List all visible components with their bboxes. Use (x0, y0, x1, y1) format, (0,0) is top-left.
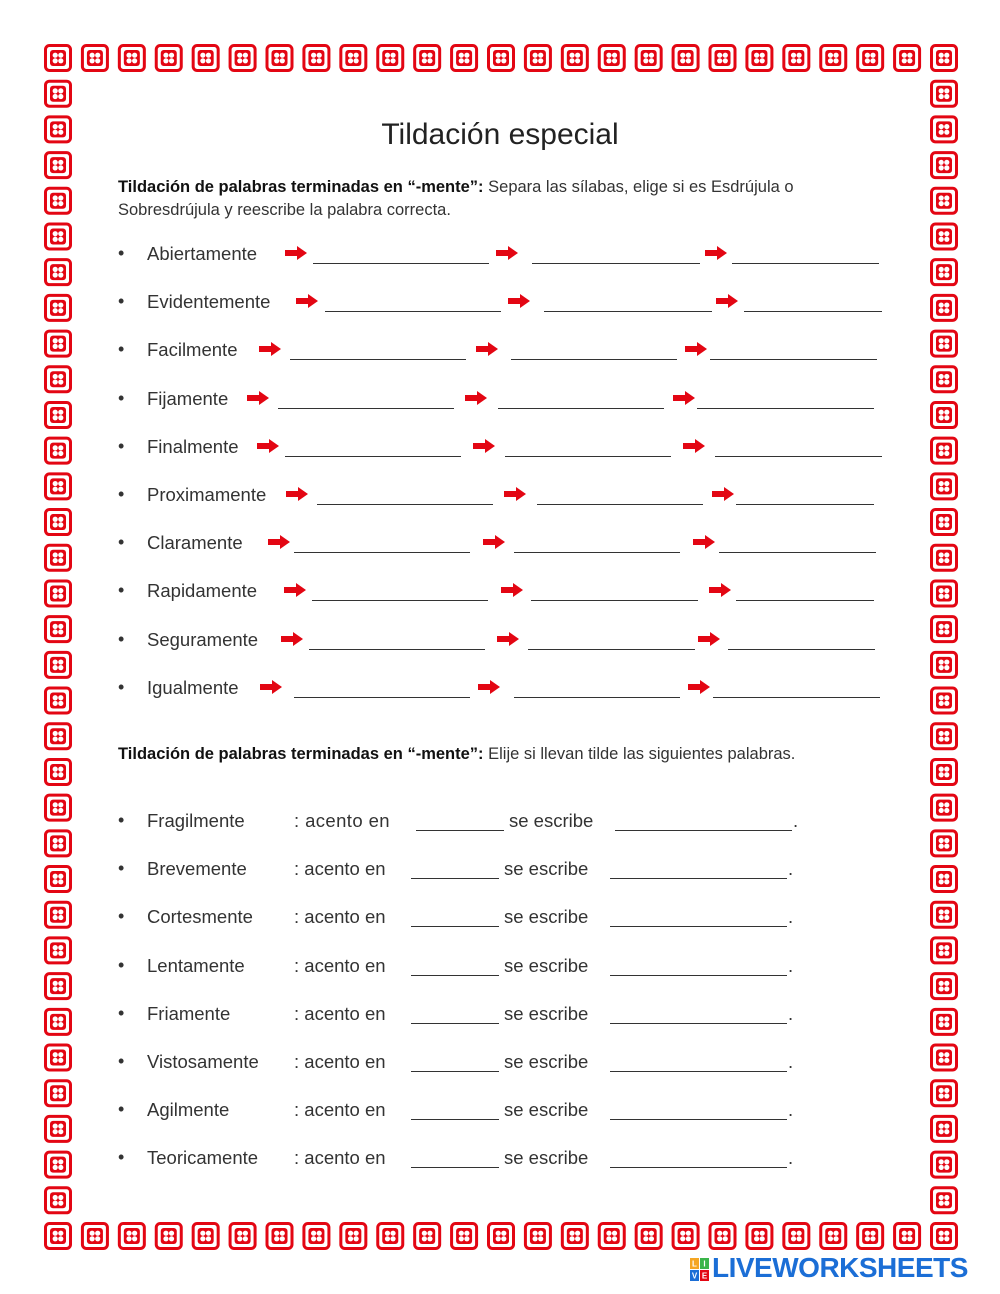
accent-answer-field[interactable] (411, 975, 499, 976)
acento-label: : acento en (294, 1002, 386, 1024)
right-arrow-icon (716, 294, 738, 308)
right-arrow-icon (260, 680, 282, 694)
corrected-word-answer-field[interactable] (736, 504, 874, 505)
right-arrow-icon (504, 487, 526, 501)
right-arrow-icon (247, 391, 269, 405)
accent-answer-field[interactable] (416, 830, 504, 831)
acento-label: : acento en (294, 1051, 386, 1072)
bullet-icon: • (118, 435, 125, 456)
list-item (118, 484, 898, 514)
period-mark: . (788, 1051, 794, 1072)
liveworksheets-logo (690, 1252, 990, 1286)
section1-instruction: Separa las sílabas, elige si es Esdrújula o Sobresdrújula y reescribe la palabra correcta. (118, 178, 794, 219)
right-arrow-icon (693, 535, 715, 549)
word-label: Evidentemente (147, 291, 271, 313)
right-arrow-icon (465, 391, 487, 405)
escribe-label: se escribe (504, 1147, 589, 1169)
accent-answer-field[interactable] (411, 1167, 499, 1168)
right-arrow-icon (281, 632, 303, 646)
corrected-word-answer-field[interactable] (728, 649, 875, 650)
accent-type-answer-field[interactable] (511, 359, 677, 360)
word-label: Facilmente (147, 339, 238, 361)
right-arrow-icon (698, 632, 720, 646)
bullet-icon: • (118, 580, 125, 601)
word-label: Brevemente (147, 858, 247, 880)
bullet-icon: • (118, 1002, 125, 1023)
right-arrow-icon (284, 583, 306, 597)
syllables-answer-field[interactable] (285, 456, 461, 457)
corrected-word-answer-field[interactable] (732, 263, 879, 264)
list-item (118, 1147, 898, 1177)
word-label: Agilmente (147, 1099, 230, 1121)
period-mark: . (793, 810, 799, 831)
word-label: Cortesmente (147, 906, 253, 928)
syllables-answer-field[interactable] (325, 311, 501, 312)
written-word-answer-field[interactable] (615, 830, 792, 831)
right-arrow-icon (476, 342, 498, 356)
word-label: Abiertamente (147, 243, 258, 264)
accent-answer-field[interactable] (411, 1119, 499, 1120)
list-item (118, 436, 898, 466)
svg-text:L: L (692, 1259, 697, 1269)
list-item (118, 858, 898, 888)
list-item (118, 291, 898, 321)
bullet-icon: • (118, 387, 125, 408)
accent-type-answer-field[interactable] (498, 408, 664, 409)
accent-type-answer-field[interactable] (532, 263, 700, 264)
right-arrow-icon (683, 439, 705, 453)
escribe-label: se escribe (504, 1099, 589, 1121)
accent-type-answer-field[interactable] (528, 649, 695, 650)
acento-label: : acento en (294, 906, 386, 928)
right-arrow-icon (508, 294, 530, 308)
accent-type-answer-field[interactable] (505, 456, 671, 457)
right-arrow-icon (268, 535, 290, 549)
written-word-answer-field[interactable] (610, 1167, 787, 1168)
escribe-label: se escribe (504, 906, 589, 928)
word-label: Igualmente (147, 676, 239, 698)
right-arrow-icon (709, 583, 731, 597)
written-word-answer-field[interactable] (610, 1071, 787, 1072)
bullet-icon: • (118, 1051, 125, 1071)
escribe-label: se escribe (509, 810, 594, 831)
period-mark: . (788, 954, 794, 976)
written-word-answer-field[interactable] (610, 1023, 787, 1024)
right-arrow-icon (673, 391, 695, 405)
svg-text:V: V (691, 1271, 698, 1281)
syllables-answer-field[interactable] (309, 649, 485, 650)
right-arrow-icon (259, 342, 281, 356)
word-label: Vistosamente (147, 1051, 259, 1072)
written-word-answer-field[interactable] (610, 1119, 787, 1120)
acento-label: : acento en (294, 1099, 386, 1121)
period-mark: . (788, 906, 794, 928)
liveworksheets-logo-text: LIVEWORKSHEETS (712, 1252, 968, 1283)
acento-label: : acento en (294, 1147, 386, 1169)
right-arrow-icon (473, 439, 495, 453)
right-arrow-icon (286, 487, 308, 501)
acento-label: : acento en (294, 810, 390, 831)
period-mark: . (788, 858, 794, 880)
accent-type-answer-field[interactable] (544, 311, 712, 312)
acento-label: : acento en (294, 858, 386, 880)
word-label: Seguramente (147, 628, 259, 650)
list-item (118, 243, 898, 273)
svg-text:E: E (701, 1271, 708, 1281)
bullet-icon: • (118, 954, 125, 975)
period-mark: . (788, 1002, 794, 1024)
bullet-icon: • (118, 484, 125, 504)
word-label: Claramente (147, 532, 243, 554)
liveworksheets-logo-icon (690, 1258, 710, 1282)
right-arrow-icon (712, 487, 734, 501)
right-arrow-icon (496, 246, 518, 260)
list-item (118, 955, 898, 985)
page-title: Tildación especial (381, 118, 619, 151)
syllables-answer-field[interactable] (317, 504, 493, 505)
syllables-answer-field[interactable] (312, 600, 488, 601)
corrected-word-answer-field[interactable] (710, 359, 877, 360)
right-arrow-icon (497, 632, 519, 646)
escribe-label: se escribe (504, 1051, 589, 1072)
corrected-word-answer-field[interactable] (736, 600, 874, 601)
bullet-icon: • (118, 243, 125, 263)
list-item (118, 388, 898, 418)
right-arrow-icon (705, 246, 727, 260)
right-arrow-icon (257, 439, 279, 453)
accent-answer-field[interactable] (411, 1071, 499, 1072)
bullet-icon: • (118, 1099, 125, 1120)
bullet-icon: • (118, 810, 125, 830)
corrected-word-answer-field[interactable] (719, 552, 876, 553)
written-word-answer-field[interactable] (610, 975, 787, 976)
escribe-label: se escribe (504, 1002, 589, 1024)
section2-instruction: Elije si llevan tilde las siguientes palabras. (483, 745, 796, 763)
word-label: Proximamente (147, 484, 267, 505)
right-arrow-icon (285, 246, 307, 260)
list-item (118, 1099, 898, 1129)
section1-intro (118, 176, 888, 222)
bullet-icon: • (118, 1147, 125, 1168)
escribe-label: se escribe (504, 954, 589, 976)
escribe-label: se escribe (504, 858, 589, 880)
word-label: Friamente (147, 1002, 231, 1024)
bullet-icon: • (118, 676, 125, 697)
syllables-answer-field[interactable] (294, 697, 470, 698)
syllables-answer-field[interactable] (313, 263, 489, 264)
right-arrow-icon (483, 535, 505, 549)
written-word-answer-field[interactable] (610, 926, 787, 927)
section2-intro (118, 743, 888, 766)
accent-type-answer-field[interactable] (531, 600, 698, 601)
corrected-word-answer-field[interactable] (713, 697, 880, 698)
list-item (118, 339, 898, 369)
syllables-answer-field[interactable] (294, 552, 470, 553)
written-word-answer-field[interactable] (610, 878, 787, 879)
list-item (118, 532, 898, 562)
accent-type-answer-field[interactable] (514, 697, 680, 698)
word-label: Fragilmente (147, 810, 245, 831)
accent-answer-field[interactable] (411, 1023, 499, 1024)
corrected-word-answer-field[interactable] (744, 311, 882, 312)
svg-text:I: I (703, 1259, 706, 1269)
accent-answer-field[interactable] (411, 926, 499, 927)
word-label: Lentamente (147, 954, 245, 976)
list-item (118, 677, 898, 707)
bullet-icon: • (118, 291, 125, 312)
list-item (118, 1051, 898, 1081)
period-mark: . (788, 1147, 794, 1169)
section2-heading: Tildación de palabras terminadas en “-mente”: (118, 745, 484, 763)
acento-label: : acento en (294, 954, 386, 976)
list-item (118, 1003, 898, 1033)
list-item (118, 580, 898, 610)
syllables-answer-field[interactable] (278, 408, 454, 409)
period-mark: . (788, 1099, 794, 1121)
right-arrow-icon (688, 680, 710, 694)
bullet-icon: • (118, 532, 125, 553)
accent-type-answer-field[interactable] (514, 552, 680, 553)
list-item (118, 629, 898, 659)
bullet-icon: • (118, 339, 125, 360)
section1-heading: Tildación de palabras terminadas en “-mente”: (118, 178, 484, 196)
accent-answer-field[interactable] (411, 878, 499, 879)
word-label: Rapidamente (147, 580, 258, 602)
word-label: Fijamente (147, 387, 229, 409)
right-arrow-icon (478, 680, 500, 694)
word-label: Teoricamente (147, 1147, 259, 1169)
corrected-word-answer-field[interactable] (715, 456, 882, 457)
bullet-icon: • (118, 628, 125, 649)
right-arrow-icon (685, 342, 707, 356)
accent-type-answer-field[interactable] (537, 504, 703, 505)
corrected-word-answer-field[interactable] (697, 408, 874, 409)
list-item (118, 810, 898, 840)
right-arrow-icon (296, 294, 318, 308)
word-label: Finalmente (147, 435, 239, 457)
syllables-answer-field[interactable] (290, 359, 466, 360)
list-item (118, 906, 898, 936)
bullet-icon: • (118, 858, 125, 879)
right-arrow-icon (501, 583, 523, 597)
bullet-icon: • (118, 906, 125, 927)
